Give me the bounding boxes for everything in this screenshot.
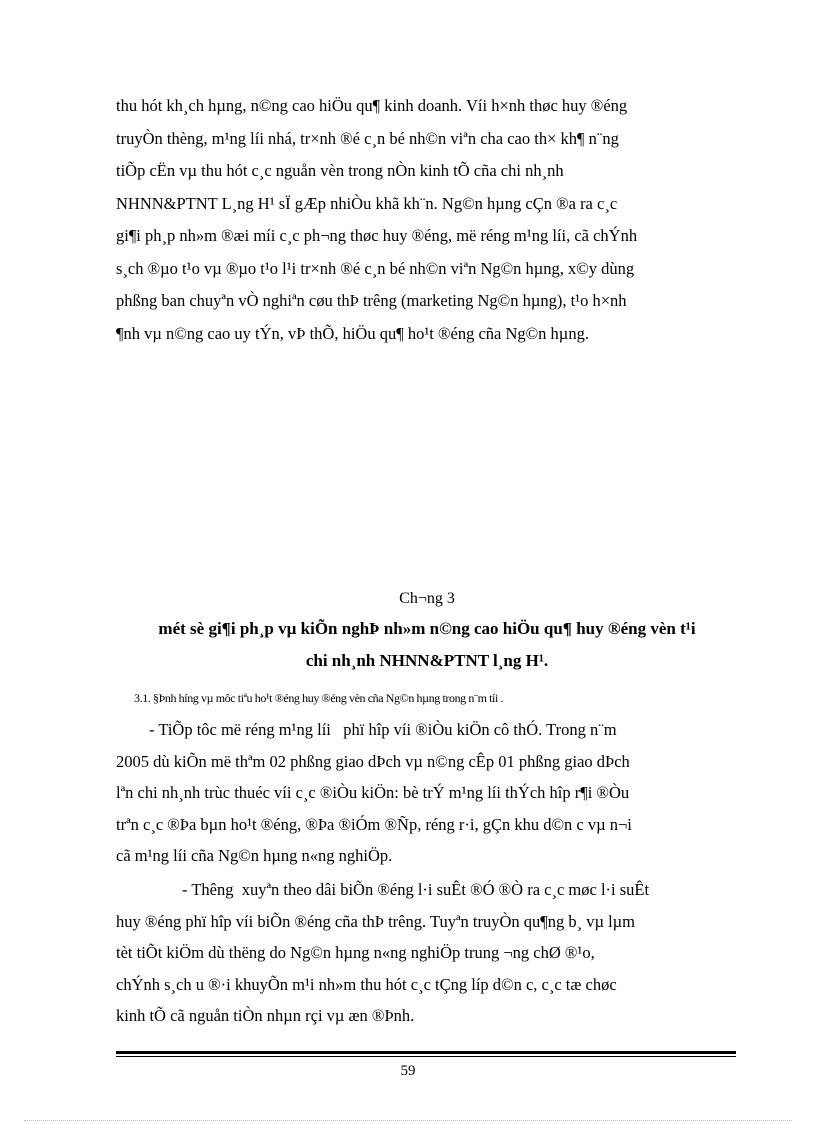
paragraph-3: [116, 874, 738, 1032]
text-line: s¸ch ®µo t¹o vµ ®µo t¹o l¹i tr×nh ®é c¸n bé nh©n viªn Ng©n hµng, x©y dùng: [116, 258, 635, 278]
text-line: thu hót kh¸ch hµng, n©ng cao hiÖu qu¶ kinh doanh. Víi h×nh thøc huy ®éng: [116, 96, 628, 115]
text-line: ¶nh vµ n©ng cao uy tÝn, vÞ thÕ, hiÖu qu¶ ho¹t ®éng cña Ng©n hµng.: [116, 323, 589, 343]
chapter-heading-line-1: mét sè gi¶i ph¸p vµ kiÕn nghÞ nh»m n©ng cao hiÖu qu¶ huy ®éng vèn t¹i: [158, 619, 696, 638]
text-line: trªn c¸c ®Þa bµn ho¹t ®éng, ®Þa ®iÓm ®Ñp, réng r·i, gÇn khu d©n c vµ n¬i: [116, 814, 632, 834]
text-line: - TiÕp tôc më réng m¹ng líi phï hîp víi ®iÒu kiÖn cô thÓ. Trong n¨m: [116, 720, 617, 739]
text-line: truyÒn thèng, m¹ng líi nhá, tr×nh ®é c¸n bé nh©n viªn cha cao th× kh¶ n¨ng: [116, 128, 619, 148]
text-line: huy ®éng phï hîp víi biÕn ®éng cña thÞ trêng. Tuyªn truyÒn qu¶ng b¸ vµ lµm: [116, 911, 636, 931]
text-line: tiÕp cËn vµ thu hót c¸c nguån vèn trong nÒn kinh tÕ cña chi nh¸nh: [116, 161, 564, 180]
text-line: 2005 dù kiÕn më thªm 02 phßng giao dÞch vµ n©ng cÊp 01 phßng giao dÞch: [116, 751, 630, 771]
page-number: 59: [400, 1063, 416, 1079]
text-line: chÝnh s¸ch u ®·i khuyÕn m¹i nh»m thu hót c¸c tÇng líp d©n c, c¸c tæ chøc: [116, 974, 617, 994]
paragraph-2: [116, 714, 738, 872]
text-line: cã m¹ng líi cña Ng©n hµng n«ng nghiÖp.: [116, 846, 393, 865]
text-line: gi¶i ph¸p nh»m ®æi míi c¸c ph¬ng thøc huy ®éng, më réng m¹ng líi, cã chÝnh: [116, 226, 638, 245]
footer-rule-thin: [116, 1056, 736, 1057]
page-edge-divider: [24, 1120, 792, 1121]
chapter-heading-line-2: chi nh¸nh NHNN&PTNT l¸ng H¹.: [305, 651, 549, 670]
text-line: NHNN&PTNT L¸ng H¹ sÏ gÆp nhiÒu khã kh¨n. Ng©n hµng cÇn ®a ra c¸c: [116, 193, 618, 213]
text-line: kinh tÕ cã nguån tiÒn nhµn rçi vµ æn ®Þnh.: [116, 1006, 415, 1025]
footer-rule-thick: [116, 1051, 736, 1054]
text-line: phßng ban chuyªn vÒ nghiªn cøu thÞ trêng (marketing Ng©n hµng), t¹o h×nh: [116, 291, 627, 310]
text-line: - Thêng xuyªn theo dâi biÕn ®éng l·i suÊt ®Ó ®Ò ra c¸c møc l·i suÊt: [116, 880, 650, 899]
paragraph-1: [116, 90, 738, 350]
chapter-title: Ch¬ng 3: [399, 590, 455, 607]
text-line: lªn chi nh¸nh trùc thuéc víi c¸c ®iÒu kiÖn: bè trÝ m¹ng líi thÝch hîp r¶i ®Òu: [116, 783, 630, 802]
text-line: tèt tiÕt kiÖm dù thëng do Ng©n hµng n«ng nghiÖp trung ¬ng chØ ®¹o,: [116, 943, 595, 962]
subsection-heading: 3.1. §Þnh híng vµ môc tiªu ho¹t ®éng huy ®éng vèn cña Ng©n hµng trong n¨m tíi .: [134, 691, 504, 705]
